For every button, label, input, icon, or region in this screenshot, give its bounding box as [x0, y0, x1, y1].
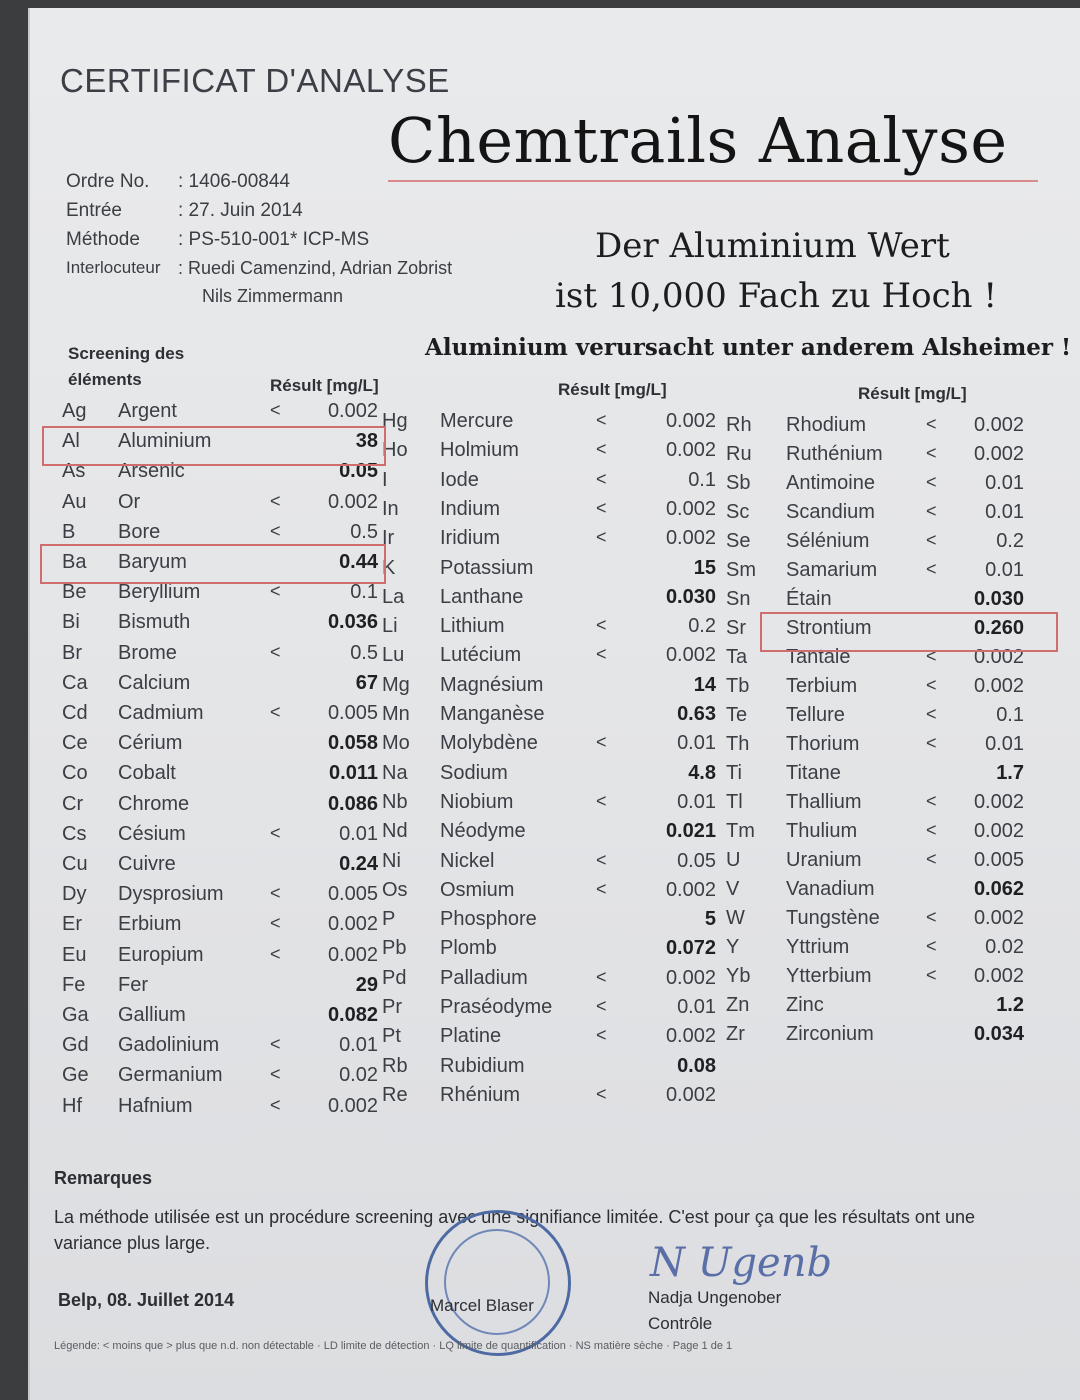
result-header-col3: Résult [mg/L]	[858, 384, 967, 403]
claim-line-3: Aluminium verursacht unter anderem Alsheimer !	[425, 334, 1072, 361]
element-symbol: Hf	[62, 1094, 82, 1117]
element-result: 0.058	[327, 732, 378, 755]
less-than-sign: <	[596, 966, 607, 987]
element-name: Cuivre	[118, 853, 176, 875]
less-than-sign: <	[926, 530, 937, 550]
less-than-sign: <	[596, 410, 607, 430]
element-result: 0.002	[665, 439, 716, 462]
element-name: Manganèse	[440, 703, 545, 725]
less-than-sign: <	[596, 849, 607, 870]
element-result: 0.002	[973, 414, 1024, 436]
element-symbol: Tb	[726, 675, 750, 697]
less-than-sign: <	[926, 501, 937, 521]
less-than-sign: <	[926, 733, 937, 753]
element-result: 0.062	[973, 878, 1024, 900]
certificate-sheet	[28, 8, 1080, 1400]
element-name: Phosphore	[440, 908, 537, 931]
element-result: 0.2	[996, 530, 1024, 552]
element-symbol: Mg	[382, 673, 410, 696]
element-name: Cérium	[118, 732, 183, 755]
result-header-col2: Résult [mg/L]	[558, 380, 667, 399]
element-name: Platine	[440, 1025, 502, 1048]
element-name: Rubidium	[440, 1054, 525, 1077]
element-name: Samarium	[786, 559, 878, 581]
element-symbol: Pr	[382, 996, 402, 1018]
element-symbol: Ce	[62, 732, 88, 755]
element-symbol: Er	[62, 913, 82, 936]
element-symbol: Ga	[62, 1004, 89, 1026]
place-date: Belp, 08. Juillet 2014	[58, 1290, 235, 1310]
element-result: 29	[355, 973, 378, 996]
less-than-sign: <	[596, 439, 607, 460]
order-label: Ordre No.	[66, 171, 150, 192]
element-result: 0.005	[327, 883, 378, 906]
less-than-sign: <	[926, 936, 937, 956]
element-name: Molybdène	[440, 732, 538, 755]
less-than-sign: <	[596, 732, 607, 753]
less-than-sign: <	[926, 704, 937, 724]
element-symbol: Fe	[62, 973, 86, 996]
element-symbol: U	[726, 849, 741, 871]
screening-header-2: éléments	[68, 370, 142, 389]
page-title: Chemtrails Analyse	[388, 104, 1008, 177]
element-result: 67	[355, 671, 378, 694]
element-symbol: K	[382, 556, 396, 579]
element-result: 0.021	[665, 820, 716, 843]
element-symbol: I	[382, 468, 388, 491]
element-name: Plomb	[440, 937, 497, 960]
element-result: 0.05	[339, 460, 378, 483]
element-symbol: P	[382, 908, 396, 931]
element-symbol: Ta	[726, 646, 748, 668]
element-name: Bore	[118, 520, 161, 543]
entry-label: Entrée	[66, 200, 122, 221]
element-result: 0.002	[973, 907, 1024, 929]
less-than-sign: <	[596, 790, 607, 811]
element-result: 0.030	[665, 585, 716, 608]
element-symbol: Sn	[726, 588, 751, 610]
element-result: 0.002	[665, 1083, 716, 1106]
element-result: 1.7	[996, 762, 1024, 784]
entry-value: : 27. Juin 2014	[178, 200, 303, 221]
less-than-sign: <	[270, 943, 281, 964]
title-underline	[388, 180, 1038, 182]
element-result: 0.002	[973, 675, 1024, 697]
element-result: 0.082	[327, 1004, 378, 1026]
element-name: Praséodyme	[440, 996, 553, 1018]
element-result: 15	[693, 556, 716, 579]
element-result: 0.072	[665, 937, 716, 960]
element-symbol: Ni	[382, 849, 401, 872]
element-symbol: Nb	[382, 790, 408, 813]
element-name: Yttrium	[786, 936, 850, 958]
element-result: 0.034	[973, 1023, 1024, 1045]
element-name: Antimoine	[786, 472, 875, 494]
element-symbol: Cu	[62, 853, 88, 875]
highlight-strontium	[760, 612, 1058, 652]
element-symbol: Ge	[62, 1064, 89, 1087]
element-name: Thorium	[786, 733, 860, 755]
less-than-sign: <	[270, 1034, 281, 1055]
element-symbol: Bi	[62, 611, 80, 634]
element-symbol: Nd	[382, 820, 408, 843]
element-symbol: Zn	[726, 994, 750, 1016]
element-symbol: Pb	[382, 937, 407, 960]
less-than-sign: <	[270, 1064, 281, 1085]
less-than-sign: <	[596, 527, 607, 548]
element-result: 0.086	[327, 792, 378, 815]
less-than-sign: <	[270, 913, 281, 934]
element-name: Argent	[118, 400, 177, 422]
element-symbol: Ru	[726, 443, 752, 465]
less-than-sign: <	[270, 400, 281, 420]
element-result: 0.5	[350, 641, 378, 664]
contact-value-2: Nils Zimmermann	[202, 286, 344, 306]
element-name: Lanthane	[440, 585, 524, 608]
element-symbol: B	[62, 520, 76, 543]
element-name: Arsenic	[118, 460, 185, 483]
element-name: Cobalt	[118, 762, 176, 785]
less-than-sign: <	[270, 641, 281, 662]
element-result: 0.002	[327, 400, 378, 422]
less-than-sign: <	[270, 1094, 281, 1115]
element-name: Or	[118, 490, 141, 513]
element-result: 0.002	[327, 943, 378, 966]
element-result: 0.011	[329, 762, 378, 785]
element-symbol: Br	[62, 641, 82, 664]
element-symbol: Rb	[382, 1054, 408, 1077]
signature-2: N Ugenb	[650, 1240, 833, 1286]
element-symbol: Na	[382, 761, 408, 784]
less-than-sign: <	[596, 1025, 607, 1046]
element-name: Tantale	[786, 646, 851, 668]
element-result: 0.002	[973, 820, 1024, 842]
remarks-text: La méthode utilisée est un procédure screening avec une signifiance limitée. C'est pour ça que les résultats ont une variance plus large.	[54, 1207, 975, 1253]
element-symbol: Al	[62, 430, 80, 453]
element-result: 0.2	[688, 615, 716, 638]
element-symbol: La	[382, 585, 405, 608]
element-symbol: Yb	[726, 965, 751, 987]
element-symbol: Zr	[726, 1023, 745, 1045]
element-name: Hafnium	[118, 1094, 193, 1117]
less-than-sign: <	[596, 1083, 607, 1104]
element-name: Uranium	[786, 849, 862, 871]
less-than-sign: <	[596, 878, 607, 899]
element-symbol: Co	[62, 762, 88, 785]
element-symbol: In	[382, 497, 399, 520]
signer-1-name: Marcel Blaser	[430, 1296, 534, 1315]
element-name: Thallium	[786, 791, 862, 813]
less-than-sign: <	[926, 414, 937, 434]
element-name: Baryum	[118, 551, 187, 573]
element-name: Osmium	[440, 878, 515, 901]
less-than-sign: <	[596, 644, 607, 665]
element-symbol: Li	[382, 615, 398, 638]
element-name: Fer	[118, 973, 148, 996]
element-symbol: Se	[726, 530, 751, 552]
element-symbol: Ba	[62, 551, 87, 573]
element-symbol: Rh	[726, 414, 752, 436]
method-value: : PS-510-001* ICP-MS	[178, 229, 370, 250]
certificate-heading: CERTIFICAT D'ANALYSE	[60, 62, 450, 99]
element-symbol: Lu	[382, 644, 405, 667]
element-result: 0.01	[985, 501, 1024, 523]
element-symbol: Te	[726, 704, 748, 726]
element-name: Lutécium	[440, 644, 522, 667]
less-than-sign: <	[270, 520, 281, 541]
less-than-sign: <	[926, 646, 937, 666]
element-name: Ruthénium	[786, 443, 883, 465]
element-name: Mercure	[440, 410, 514, 432]
element-symbol: Th	[726, 733, 750, 755]
element-name: Magnésium	[440, 673, 544, 696]
element-symbol: Sr	[726, 617, 746, 639]
element-name: Terbium	[786, 675, 858, 697]
less-than-sign: <	[926, 443, 937, 463]
element-name: Sodium	[440, 761, 508, 784]
element-name: Beryllium	[118, 581, 201, 604]
signer-2-role: Contrôle	[648, 1314, 713, 1333]
element-name: Zirconium	[786, 1023, 874, 1045]
element-symbol: Au	[62, 490, 87, 513]
element-symbol: Cd	[62, 702, 88, 724]
element-symbol: Ag	[62, 400, 87, 422]
element-name: Nickel	[440, 849, 495, 872]
element-name: Chrome	[118, 792, 190, 815]
element-result: 0.44	[339, 551, 378, 573]
element-name: Erbium	[118, 913, 182, 936]
element-result: 0.1	[688, 468, 716, 491]
element-name: Iridium	[440, 527, 501, 550]
element-result: 0.01	[985, 733, 1024, 755]
element-name: Ytterbium	[786, 965, 872, 987]
method-label: Méthode	[66, 229, 140, 250]
element-result: 0.005	[327, 702, 378, 724]
element-name: Bismuth	[118, 611, 191, 634]
element-result: 0.002	[973, 965, 1024, 987]
element-result: 0.63	[677, 703, 716, 725]
element-name: Rhodium	[786, 414, 867, 436]
element-symbol: Ir	[382, 527, 395, 550]
element-symbol: Ca	[62, 671, 88, 694]
element-name: Sélénium	[786, 530, 870, 552]
element-name: Indium	[440, 497, 501, 520]
element-name: Tellure	[786, 704, 845, 726]
less-than-sign: <	[596, 497, 607, 518]
element-symbol: V	[726, 878, 740, 900]
element-result: 0.002	[665, 966, 716, 989]
element-name: Zinc	[786, 994, 824, 1016]
element-symbol: Mn	[382, 703, 410, 725]
element-result: 0.01	[339, 1034, 378, 1057]
element-name: Gallium	[118, 1004, 186, 1026]
remarks-title: Remarques	[54, 1168, 153, 1188]
element-symbol: Re	[382, 1083, 408, 1106]
element-symbol: Os	[382, 878, 408, 901]
element-result: 0.002	[327, 913, 378, 936]
element-result: 0.01	[677, 732, 716, 755]
element-name: Néodyme	[440, 820, 526, 843]
element-symbol: Sc	[726, 501, 750, 523]
element-name: Niobium	[440, 790, 514, 813]
signer-2-name: Nadja Ungenober	[648, 1288, 782, 1307]
element-result: 0.002	[327, 1094, 378, 1117]
element-result: 0.01	[985, 472, 1024, 494]
element-symbol: Sb	[726, 472, 751, 494]
element-symbol: Cr	[62, 792, 84, 815]
less-than-sign: <	[270, 581, 281, 602]
element-name: Rhénium	[440, 1083, 521, 1106]
element-result: 1.2	[996, 994, 1024, 1016]
element-symbol: Tm	[726, 820, 755, 842]
element-result: 0.08	[677, 1054, 716, 1077]
element-result: 0.002	[327, 490, 378, 513]
claim-line-1: Der Aluminium Wert	[595, 226, 950, 266]
element-name: Thulium	[786, 820, 858, 842]
element-result: 0.002	[665, 878, 716, 901]
element-result: 0.01	[339, 822, 378, 845]
element-result: 0.002	[665, 527, 716, 550]
less-than-sign: <	[270, 883, 281, 904]
element-result: 0.01	[677, 996, 716, 1018]
element-result: 0.002	[973, 791, 1024, 813]
element-name: Gadolinium	[118, 1034, 220, 1057]
element-result: 0.01	[985, 559, 1024, 581]
less-than-sign: <	[926, 907, 937, 927]
less-than-sign: <	[926, 791, 937, 811]
element-name: Palladium	[440, 966, 528, 989]
element-symbol: Y	[726, 936, 740, 958]
element-name: Étain	[786, 588, 832, 610]
less-than-sign: <	[270, 822, 281, 843]
element-symbol: Be	[62, 581, 87, 604]
claim-line-2: ist 10,000 Fach zu Hoch !	[555, 276, 998, 316]
element-result: 4.8	[688, 761, 716, 784]
element-result: 38	[355, 430, 378, 453]
element-symbol: W	[726, 907, 745, 929]
screening-header-1: Screening des	[68, 344, 185, 363]
element-symbol: Pt	[382, 1025, 401, 1048]
element-result: 0.1	[996, 704, 1024, 726]
less-than-sign: <	[926, 849, 937, 869]
element-result: 0.002	[973, 443, 1024, 465]
result-header-col1: Résult [mg/L]	[270, 376, 379, 395]
less-than-sign: <	[270, 702, 281, 722]
element-result: 0.002	[665, 1025, 716, 1048]
element-result: 0.02	[985, 936, 1024, 958]
element-result: 0.24	[339, 853, 378, 875]
element-name: Cadmium	[118, 702, 204, 724]
less-than-sign: <	[926, 820, 937, 840]
element-result: 0.5	[350, 520, 378, 543]
element-symbol: Mo	[382, 732, 410, 755]
element-symbol: Hg	[382, 410, 408, 432]
element-name: Strontium	[786, 617, 872, 639]
less-than-sign: <	[926, 965, 937, 985]
element-name: Césium	[118, 822, 186, 845]
element-symbol: As	[62, 460, 86, 483]
element-result: 0.1	[350, 581, 378, 604]
element-result: 0.030	[973, 588, 1024, 610]
order-value: : 1406-00844	[178, 171, 290, 192]
element-symbol: Eu	[62, 943, 87, 966]
less-than-sign: <	[926, 559, 937, 579]
element-symbol: Ho	[382, 439, 408, 462]
contact-value: : Ruedi Camenzind, Adrian Zobrist	[178, 258, 453, 278]
highlight-aluminium	[42, 426, 386, 466]
element-name: Vanadium	[786, 878, 875, 900]
element-name: Titane	[786, 762, 841, 784]
element-name: Germanium	[118, 1064, 223, 1087]
element-name: Holmium	[440, 439, 519, 462]
less-than-sign: <	[596, 468, 607, 489]
element-result: 0.01	[677, 790, 716, 813]
less-than-sign: <	[926, 472, 937, 492]
element-name: Europium	[118, 943, 204, 966]
official-stamp	[425, 1210, 571, 1356]
element-symbol: Cs	[62, 822, 87, 845]
element-result: 5	[704, 908, 716, 931]
less-than-sign: <	[270, 490, 281, 511]
element-result: 0.002	[665, 644, 716, 667]
element-symbol: Pd	[382, 966, 407, 989]
less-than-sign: <	[596, 996, 607, 1016]
element-result: 0.02	[339, 1064, 378, 1087]
less-than-sign: <	[596, 615, 607, 636]
element-name: Brome	[118, 641, 177, 664]
element-name: Scandium	[786, 501, 875, 523]
element-result: 0.002	[665, 410, 716, 432]
element-symbol: Gd	[62, 1034, 89, 1057]
element-name: Calcium	[118, 671, 191, 694]
element-name: Iode	[440, 468, 479, 491]
element-result: 14	[693, 673, 716, 696]
element-symbol: Tl	[726, 791, 743, 813]
element-result: 0.036	[327, 611, 378, 634]
element-name: Lithium	[440, 615, 505, 638]
element-result: 0.260	[973, 617, 1024, 639]
element-symbol: Ti	[726, 762, 742, 784]
element-name: Potassium	[440, 556, 534, 579]
contact-label: Interlocuteur	[66, 258, 161, 277]
element-result: 0.002	[973, 646, 1024, 668]
element-result: 0.005	[973, 849, 1024, 871]
element-symbol: Sm	[726, 559, 756, 581]
element-name: Tungstène	[786, 907, 880, 929]
element-name: Dysprosium	[118, 883, 224, 906]
element-name: Aluminium	[118, 430, 212, 453]
highlight-barium	[40, 544, 386, 584]
element-result: 0.002	[665, 497, 716, 520]
element-symbol: Dy	[62, 883, 87, 906]
less-than-sign: <	[926, 675, 937, 695]
element-result: 0.05	[677, 849, 716, 872]
legend-text: Légende: < moins que > plus que n.d. non détectable · LD limite de détection · LQ limite de quantification · NS matière sèche · Page 1 de 1	[54, 1340, 733, 1352]
